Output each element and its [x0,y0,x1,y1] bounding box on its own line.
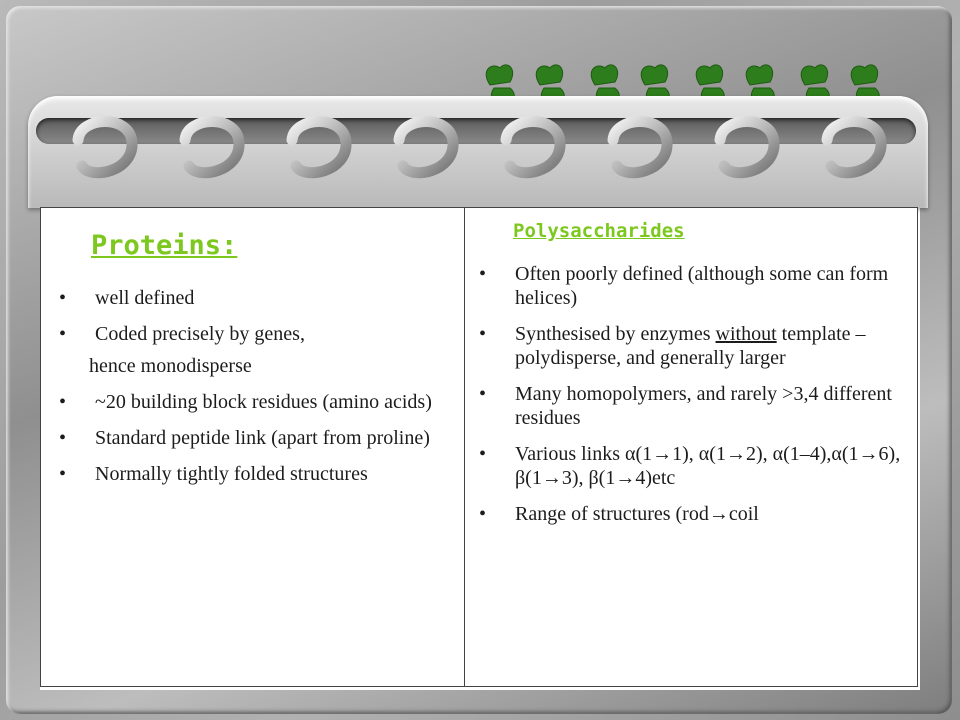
polysaccharides-column [465,208,917,686]
proteins-heading: Proteins: [91,230,238,261]
list-item: • well defined [59,286,459,310]
list-item-pre: Synthesised by enzymes [515,323,716,345]
list-item: • Many homopolymers, and rarely >3,4 different residues [479,382,911,430]
ring-icon [720,122,774,173]
list-item: • Range of structures (rod→coil [479,502,911,526]
proteins-column [41,208,465,686]
list-item: • Coded precisely by genes, [59,322,459,346]
ring-icon [506,122,560,173]
list-item-post: template – polydisperse, and generally larger [515,323,866,369]
ring-icon [292,122,346,173]
proteins-list [59,286,459,498]
list-item [479,322,911,370]
ring-icon [399,122,453,173]
emphasis-without: without [715,323,777,345]
list-item: • Often poorly defined (although some can form helices) [479,262,911,310]
list-item: • ~20 building block residues (amino acids) [59,390,459,414]
polysaccharides-list [479,262,911,538]
ring-icon [613,122,667,173]
ring-icon [827,122,881,173]
comparison-table [40,207,918,687]
list-item: • Normally tightly folded structures [59,462,459,486]
list-item: • Various links α(1→1), α(1→2), α(1–4),α(1→6), β(1→3), β(1→4)etc [479,442,911,490]
ring-icon [185,122,239,173]
polysaccharides-heading: Polysaccharides [513,220,685,242]
binder-rings [60,100,900,210]
ring-icon [78,122,132,173]
list-item: • Standard peptide link (apart from proline) [59,426,459,450]
list-item-continuation: hence monodisperse [89,355,252,377]
